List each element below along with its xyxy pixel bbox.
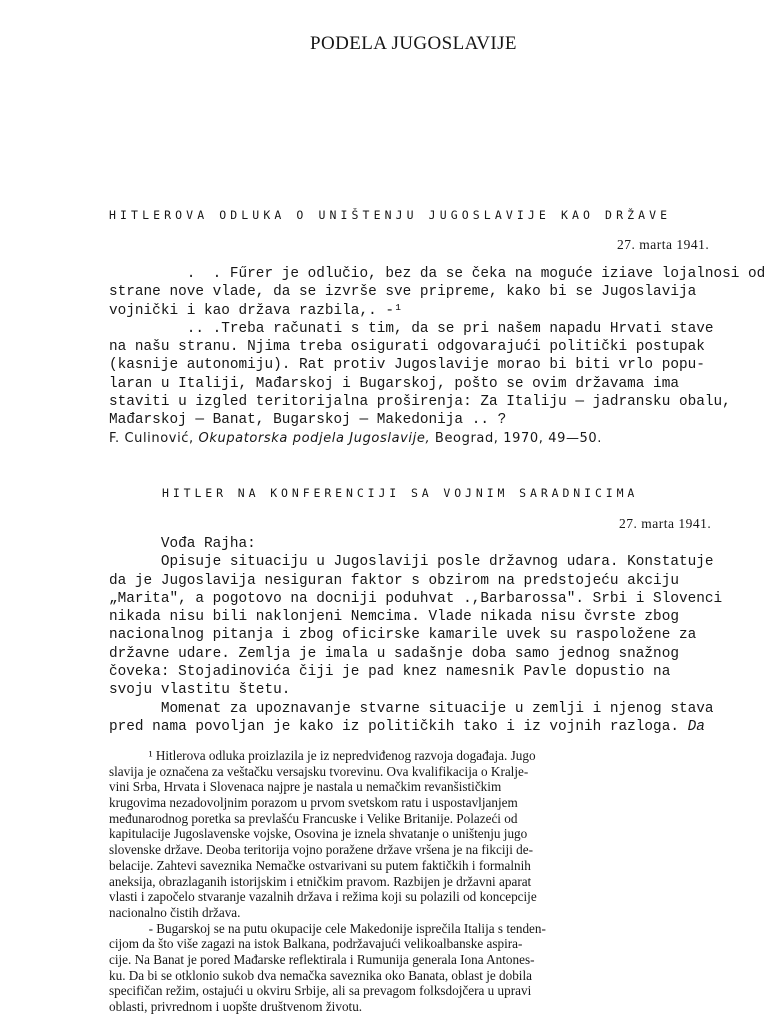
footnote-line: ku. Da bi se otklonio sukob dva nemačka saveznika oko Banata, oblast je dobila [109, 967, 532, 983]
text-line: Momenat za upoznavanje stvarne situacije u zemlji i njenog stava [109, 700, 714, 717]
footnote-line: vini Srba, Hrvata i Slovenaca najpre je nastala u nemačkim revanšističkim [109, 779, 502, 795]
footnote-line: vlasti i započelo stvaranje vazalnih država i režima koji su polazili od koncepcije [109, 889, 537, 905]
citation-rest: Beograd, 1970, 49—50. [430, 430, 603, 446]
footnote-line: aneksija, obrazlaganih istorijskim i etničkim pravom. Razbijen je državni aparat [109, 873, 532, 889]
trailing-word: Da [687, 718, 705, 735]
footnote-line: oblasti, privrednom i uopšte društvenom životu. [109, 999, 363, 1014]
footnote-line: cije. Na Banat je pored Mađarske reflektirala i Rumunija generala Iona Antones- [109, 951, 535, 967]
footnote-line: nacionalno čistih država. [109, 904, 241, 920]
footnote-line: kapitulacije Jugoslavenske vojske, Osovina je iznela shvatanje o uništenju jugo [109, 826, 528, 842]
citation-author: F. Culinović, [109, 430, 199, 446]
footnote-line: ¹ Hitlerova odluka proizlazila je iz nepredviđenog razvoja događaja. Jugo [109, 748, 536, 763]
text-line: strane nove vlade, da se izvrše sve pripreme, kako bi se Jugoslavija [109, 284, 697, 301]
text-line: „Marita", a pogotovo na docniji poduhvat .,Barbarossa". Srbi i Slovenci [109, 590, 723, 607]
text-line: da je Jugoslavija nesiguran faktor s obzirom na predstojeću akciju [109, 572, 679, 589]
page-title: PODELA JUGOSLAVIJE [310, 33, 517, 54]
text-line: vojnički i kao država razbila,. -¹ [109, 302, 403, 319]
citation [109, 430, 765, 448]
footnote-line: belacije. Zahtevi saveznika Nemačke ostvarivani su putem faktičkih i formalnih [109, 857, 531, 873]
footnote-line: specifičan režim, ostajući u okviru Srbije, ali sa prevagom folksdojčera u upravi [109, 983, 532, 999]
footnote-line: slavija je označena za veštačku versajsku tvorevinu. Ova kvalifikacija o Kralje- [109, 763, 529, 779]
text-line: pred nama povoljan je kako iz političkih tako i iz vojnih razloga. [109, 718, 679, 735]
section-heading-hitler-decision: HITLEROVA ODLUKA O UNIŠTENJU JUGOSLAVIJE KAO DRŽAVE [109, 208, 672, 222]
text-line: čoveka: Stojadinovića čiji je pad knez namesnik Pavle dopustio na [109, 664, 671, 681]
text-line: državne udare. Zemlja je imala u sadašnje doba samo jednog snažnog [109, 645, 679, 662]
text-line: nacionalnog pitanja i zbog oficirske kamarile uvek su raspoložene za [109, 627, 697, 644]
section-body-decision [109, 265, 765, 448]
footnotes [109, 748, 546, 1015]
section-date: 27. marta 1941. [617, 237, 710, 252]
footnote-line: međunarodnog poretka sa prevlašću Francuske i Velike Britanije. Polazeći od [109, 810, 518, 826]
text-line-last [109, 718, 722, 736]
section-date: 27. marta 1941. [619, 516, 712, 531]
text-line: .. .Treba računati s tim, da se pri našem napadu Hrvati stave [109, 320, 714, 337]
section-body-conference [109, 535, 722, 736]
section-heading-hitler-conference: HITLER NA KONFERENCIJI SA VOJNIM SARADNICIMA [162, 486, 639, 500]
text-line: na našu stranu. Njima treba osigurati odgovarajući politički postupak [109, 339, 705, 356]
text-line: . . Fűrer je odlučio, bez da se čeka na moguće iziave lojalnosi od [109, 266, 766, 282]
footnote-line: slovenske države. Deoba teritorija vojno poražene države vršena je na fikciji de- [109, 842, 534, 858]
text-line: nikada nisu bili naklonjeni Nemcima. Vlade nikada nisu čvrste zbog [109, 609, 679, 626]
text-line: (kasnije autonomiju). Rat protiv Jugoslavije morao bi biti vrlo popu- [109, 357, 705, 374]
citation-work: Okupatorska podjela Jugoslavije, [198, 430, 431, 446]
text-line: Opisuje situaciju u Jugoslaviji posle državnog udara. Konstatuje [109, 554, 714, 571]
text-line: svoju vlastitu štetu. [109, 682, 291, 699]
text-line: staviti u izgled teritorijalna proširenja: Za Italiju — jadransku obalu, [109, 394, 731, 411]
text-line: laran u Italiji, Mađarskoj i Bugarskoj, pošto se ovim državama ima [109, 375, 679, 392]
text-line: Vođa Rajha: [109, 536, 256, 552]
text-line: Mađarskoj — Banat, Bugarskoj — Makedonija .. ? [109, 412, 507, 429]
footnote-line: krugovima nezadovoljnim porazom u prvom svetskom ratu i uspostavljanjem [109, 795, 518, 811]
footnote-line: - Bugarskoj se na putu okupacije cele Makedonije isprečila Italija s tenden- [109, 920, 546, 936]
footnote-line: cijom da što više zagazi na istok Balkana, podržavajući velikoalbanske aspira- [109, 936, 523, 952]
